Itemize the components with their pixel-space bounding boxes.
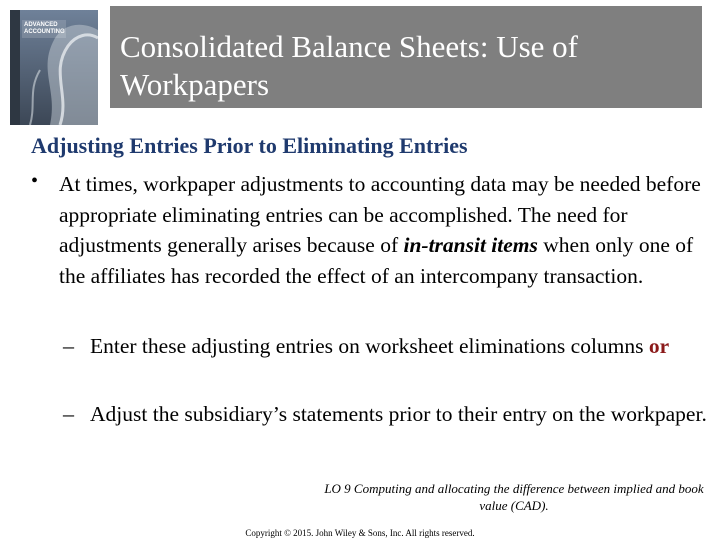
or-keyword: or: [648, 334, 670, 358]
book-cover-image: [10, 10, 98, 125]
sub-bullet-dash-1: –: [63, 333, 74, 358]
main-bullet-text-end: when only one of the affiliates has recorded the effect of an intercompany transaction.: [59, 233, 694, 288]
title-banner: [110, 6, 702, 108]
main-bullet-text-start: At times, workpaper adjustments to accounting data may be needed before appropriate eliminating entries can be accomplished. The need for adjustments generally arises because of: [59, 172, 701, 257]
sub-bullet-2: Adjust the subsidiary’s statements prior to their entry on the workpaper.: [90, 402, 707, 426]
sub-bullet-1-text: Enter these adjusting entries on worksheet eliminations columns: [90, 334, 649, 358]
main-bullet-text: [59, 169, 709, 291]
emphasis-in-transit-items: in-transit items: [403, 233, 538, 257]
sub-bullet-dash-2: –: [63, 401, 74, 426]
sub-bullet-1: [90, 331, 710, 362]
cover-title: ADVANCED ACCOUNTING: [24, 22, 65, 35]
slide-title: Consolidated Balance Sheets: Use of Workpapers: [120, 29, 579, 102]
bullet-marker: •: [31, 170, 39, 192]
learning-objective-note: LO 9 Computing and allocating the difference between implied and book value (CAD).: [324, 481, 704, 513]
section-heading: Adjusting Entries Prior to Eliminating Entries: [31, 133, 468, 158]
copyright-notice: Copyright © 2015. John Wiley & Sons, Inc. All rights reserved.: [245, 528, 475, 538]
